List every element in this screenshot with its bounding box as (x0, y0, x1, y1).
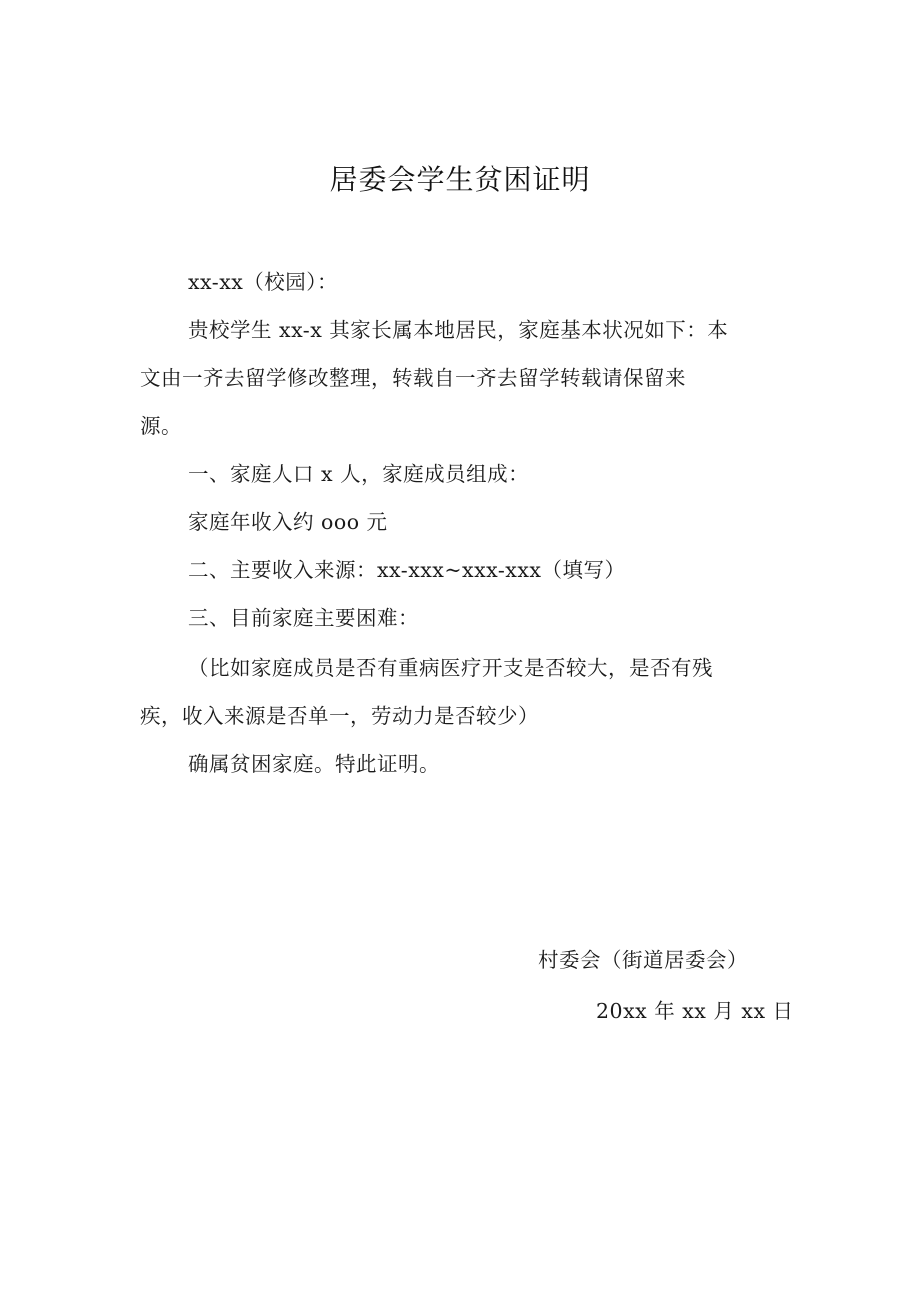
item-main-difficulty: 三、目前家庭主要困难： (188, 606, 419, 630)
signature-date: 20xx 年 xx 月 xx 日 (596, 999, 794, 1023)
note-line-2: 疾，收入来源是否单一，劳动力是否较少） (140, 704, 539, 728)
salutation: xx-xx（校园）： (188, 270, 339, 294)
intro-line-2: 文由一齐去留学修改整理，转载自一齐去留学转载请保留来 (140, 366, 686, 390)
intro-line-1: 贵校学生 xx-x 其家长属本地居民，家庭基本状况如下：本 (188, 318, 729, 342)
item-family-population: 一、家庭人口 x 人，家庭成员组成： (188, 462, 530, 486)
item-annual-income: 家庭年收入约 ooo 元 (188, 510, 388, 534)
document-title: 居委会学生贫困证明 (329, 163, 591, 196)
intro-line-3: 源。 (140, 414, 182, 438)
note-line-1: （比如家庭成员是否有重病医疗开支是否较大，是否有残 (188, 656, 713, 680)
signature-organization: 村委会（街道居委会） (538, 948, 748, 972)
conclusion: 确属贫困家庭。特此证明。 (188, 752, 440, 776)
item-income-source: 二、主要收入来源：xx-xxx~xxx-xxx（填写） (188, 558, 626, 582)
